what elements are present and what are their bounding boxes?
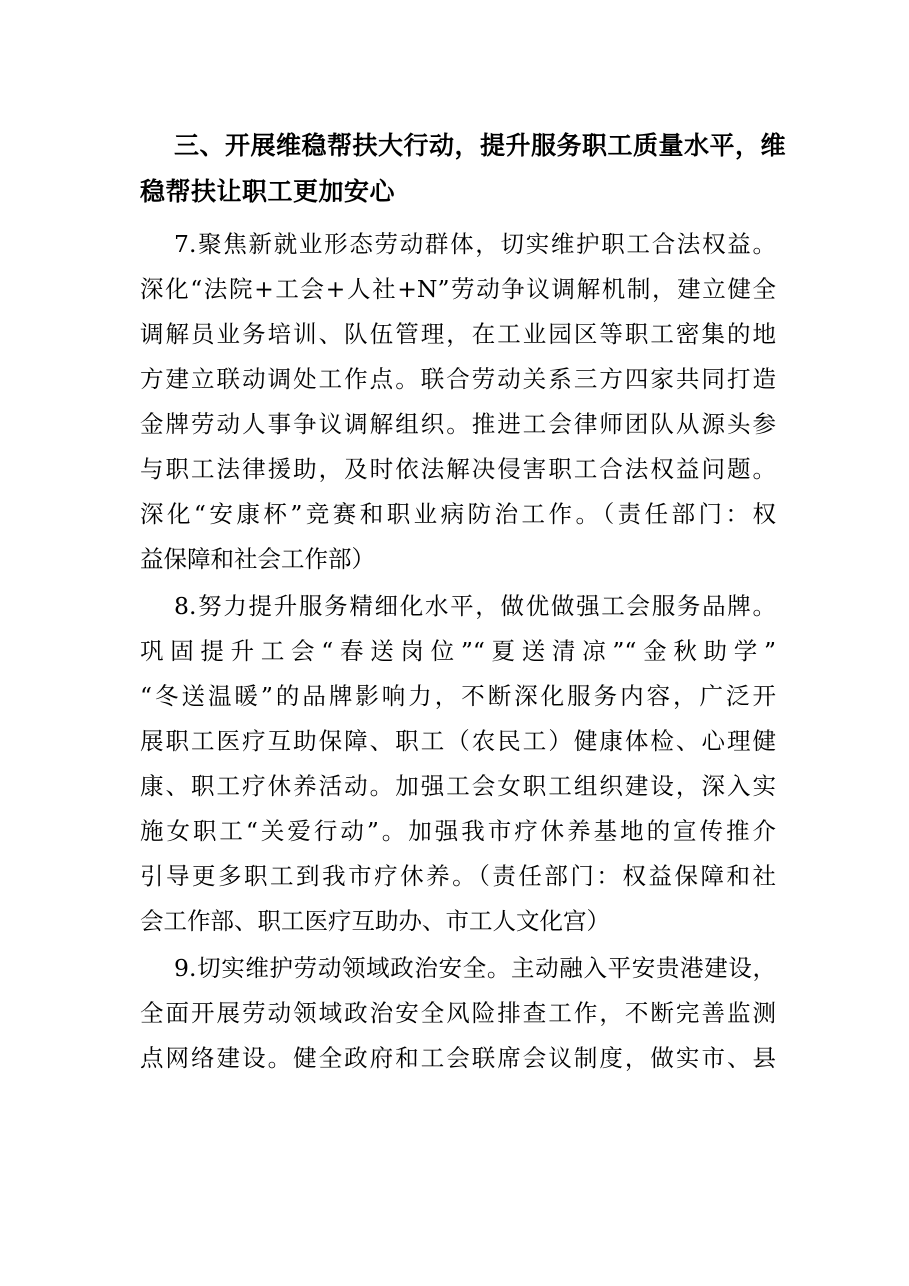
- item-8-line-6: 施女职工“关爱行动”。加强我市疗休养基地的宣传推介: [140, 817, 776, 845]
- item-7-line-2: 深化“法院+工会+人社+N”劳动争议调解机制，建立健全: [140, 275, 776, 303]
- item-8-line-8: 会工作部、职工医疗互助办、市工人文化宫）: [140, 907, 610, 935]
- item-8-line-2: 巩固提升工会“春送岗位”“夏送清凉”“金秋助学”: [140, 637, 776, 665]
- item-7-line-7: 深化“安康杯”竞赛和职业病防治工作。（责任部门：权: [140, 500, 776, 528]
- item-8-line-1: 8.努力提升服务精细化水平，做优做强工会服务品牌。: [174, 592, 776, 620]
- item-7-line-1: 7.聚焦新就业形态劳动群体，切实维护职工合法权益。: [174, 230, 776, 258]
- section-heading-line-2: 稳帮扶让职工更加安心: [140, 177, 396, 206]
- item-7-line-3: 调解员业务培训、队伍管理，在工业园区等职工密集的地: [140, 320, 776, 348]
- section-heading-line-1: 三、开展维稳帮扶大行动，提升服务职工质量水平，维: [174, 131, 787, 160]
- item-9-line-3: 点网络建设。健全政府和工会联席会议制度，做实市、县: [140, 1044, 776, 1072]
- item-9-line-2: 全面开展劳动领域政治安全风险排查工作，不断完善监测: [140, 999, 776, 1027]
- item-7-line-8: 益保障和社会工作部）: [140, 545, 375, 573]
- item-8-line-4: 展职工医疗互助保障、职工（农民工）健康体检、心理健: [140, 727, 776, 755]
- item-8-line-5: 康、职工疗休养活动。加强工会女职工组织建设，深入实: [140, 772, 776, 800]
- item-8-line-7: 引导更多职工到我市疗休养。（责任部门：权益保障和社: [140, 862, 776, 890]
- item-8-line-3: “冬送温暖”的品牌影响力，不断深化服务内容，广泛开: [140, 682, 776, 710]
- item-7-line-4: 方建立联动调处工作点。联合劳动关系三方四家共同打造: [140, 365, 776, 393]
- item-7-line-6: 与职工法律援助，及时依法解决侵害职工合法权益问题。: [140, 455, 776, 483]
- item-7-line-5: 金牌劳动人事争议调解组织。推进工会律师团队从源头参: [140, 410, 776, 438]
- item-9-line-1: 9.切实维护劳动领域政治安全。主动融入平安贵港建设，: [174, 954, 776, 982]
